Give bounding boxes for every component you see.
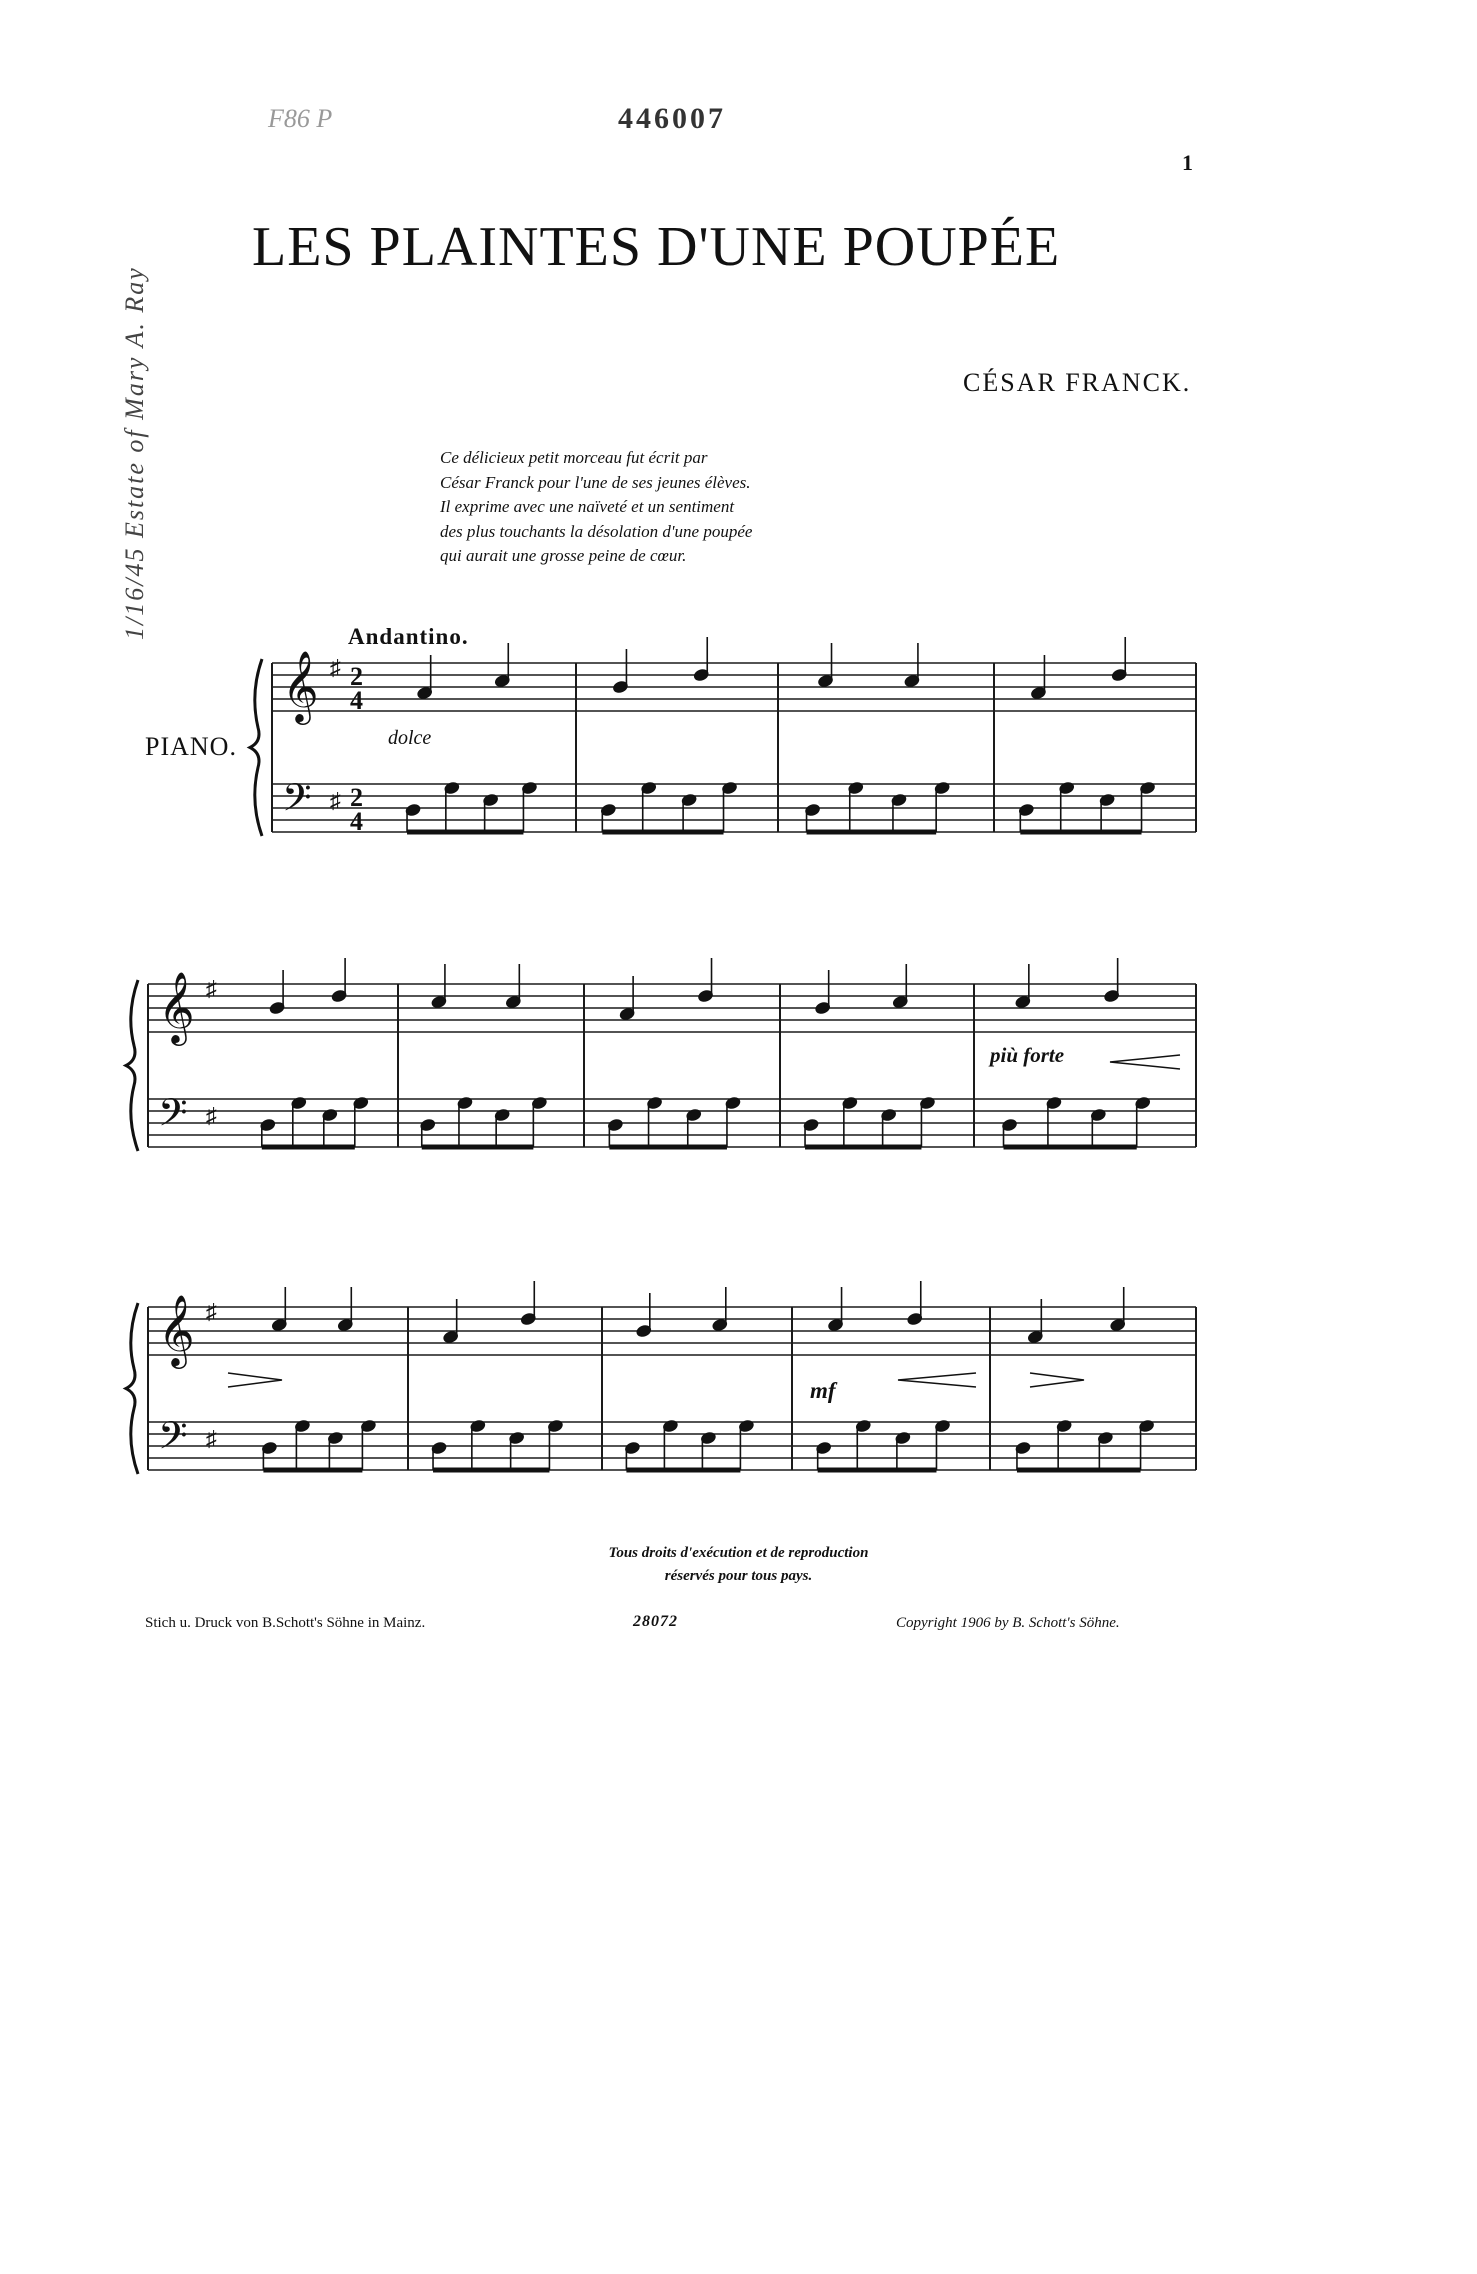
sharp-icon: ♯ <box>206 976 217 1001</box>
margin-handwriting: 1/16/45 Estate of Mary A. Ray <box>120 266 149 640</box>
preface-line: qui aurait une grosse peine de cœur. <box>440 546 687 565</box>
grand-staff-brace <box>250 659 262 836</box>
grand-staff-brace <box>126 980 138 1151</box>
treble-clef-icon: 𝄞 <box>282 653 319 721</box>
engraver-credit: Stich u. Druck von B.Schott's Söhne in Mainz. <box>145 1615 426 1631</box>
catalog-stamp: 446007 <box>618 102 726 135</box>
composer-name: CÉSAR FRANCK. <box>963 368 1192 397</box>
grand-staff-brace <box>126 1303 138 1474</box>
rights-line: Tous droits d'exécution et de reproduction <box>608 1545 869 1561</box>
sharp-icon: ♯ <box>206 1103 217 1128</box>
bass-clef-icon: 𝄢 <box>158 1415 188 1466</box>
instrument-label: PIANO. <box>145 732 237 761</box>
sharp-icon: ♯ <box>206 1299 217 1324</box>
pencil-note: F86 P <box>268 104 333 133</box>
time-signature <box>350 662 363 836</box>
sharp-icon: ♯ <box>330 655 341 680</box>
diminuendo-hairpin <box>228 1373 282 1387</box>
preface-line: des plus touchants la désolation d'une poupée <box>440 521 753 541</box>
rights-line: réservés pour tous pays. <box>664 1568 813 1584</box>
dynamic-mf: mf <box>810 1378 836 1403</box>
sharp-icon: ♯ <box>206 1426 217 1451</box>
bass-clef-icon: 𝄢 <box>282 777 312 828</box>
notes <box>260 637 1156 1470</box>
tempo-marking: Andantino. <box>348 624 469 649</box>
copyright-notice: Copyright 1906 by B. Schott's Söhne. <box>896 1615 1120 1631</box>
time-signature-digit: 4 <box>350 807 363 836</box>
rights-notice <box>0 1542 1477 1588</box>
treble-clef-icon: 𝄞 <box>158 974 195 1042</box>
time-signature-digit: 2 <box>350 662 363 691</box>
preface-line: Il exprime avec une naïveté et un sentiment <box>440 497 735 516</box>
dynamic-piu-forte: più forte <box>990 1043 1065 1067</box>
crescendo-hairpin <box>1110 1055 1180 1069</box>
dynamic-dolce: dolce <box>388 727 432 749</box>
preface-line: Ce délicieux petit morceau fut écrit par <box>440 448 708 467</box>
page-number: 1 <box>1182 150 1193 175</box>
diminuendo-hairpin <box>1030 1373 1084 1387</box>
plate-number: 28072 <box>633 1613 678 1630</box>
time-signature-digit: 2 <box>350 783 363 812</box>
sharp-icon: ♯ <box>330 788 341 813</box>
preface-line: César Franck pour l'une de ses jeunes élèves. <box>440 472 751 492</box>
time-signature-digit: 4 <box>350 686 363 715</box>
bass-clef-icon: 𝄢 <box>158 1092 188 1143</box>
crescendo-hairpin <box>898 1373 976 1387</box>
treble-clef-icon: 𝄞 <box>158 1297 195 1365</box>
piece-title: LES PLAINTES D'UNE POUPÉE <box>252 216 1061 278</box>
